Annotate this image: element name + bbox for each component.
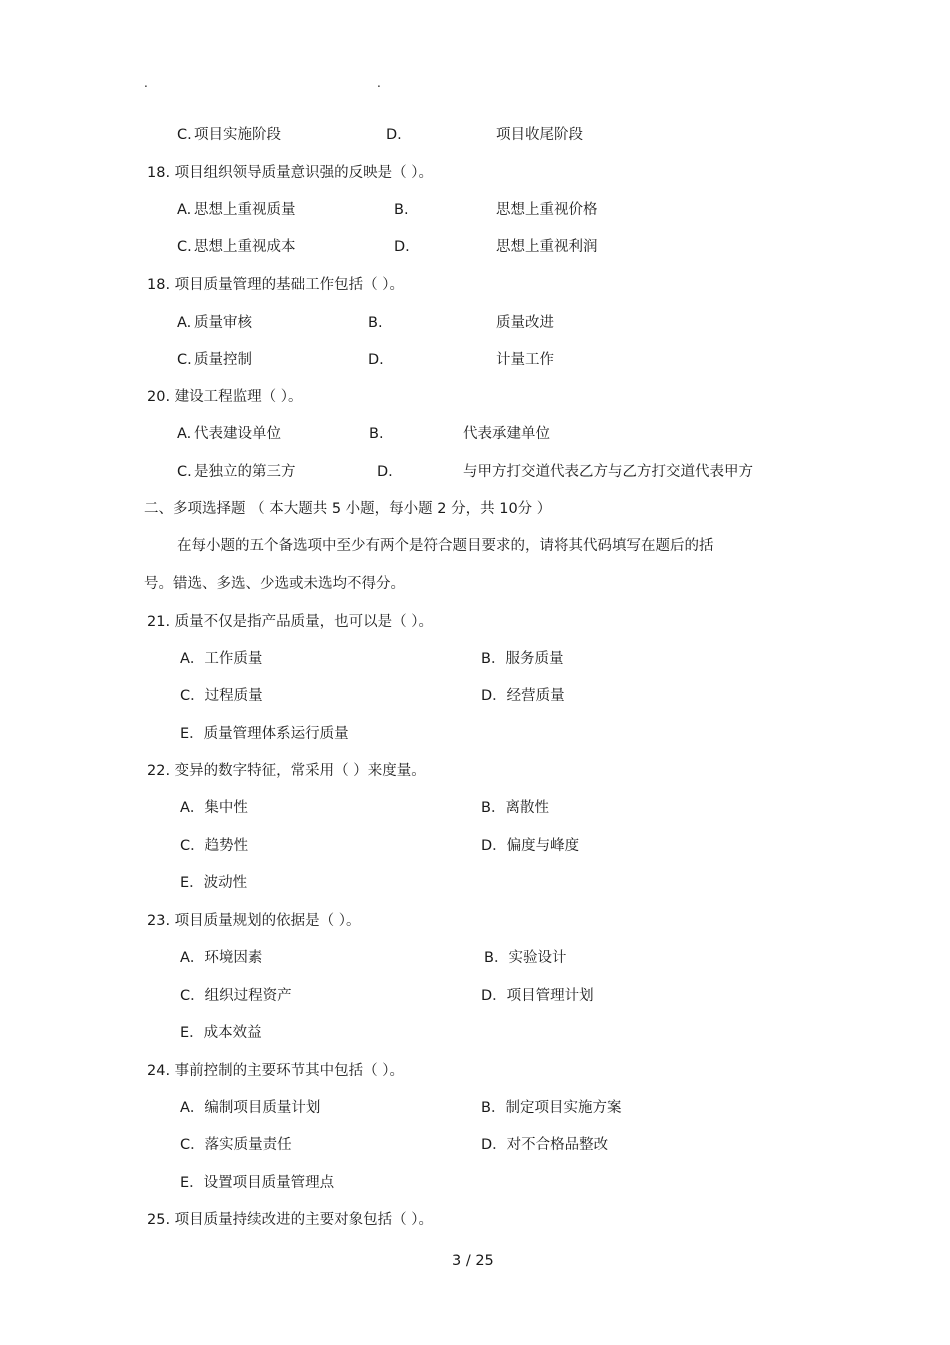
option-c-label: C. bbox=[177, 127, 192, 143]
option-d: D．偏度与峰度 bbox=[481, 838, 580, 854]
option-b-text: 代表承建单位 bbox=[463, 426, 550, 442]
option-d-label: D. bbox=[386, 127, 402, 143]
option-c: C．过程质量 bbox=[180, 688, 263, 704]
option-c-text: 项目实施阶段 bbox=[194, 127, 281, 143]
option-d-label: D. bbox=[394, 239, 410, 255]
section-instruction: 在每小题的五个备选项中至少有两个是符合题目要求的，请将其代码填写在题后的括 bbox=[177, 538, 714, 554]
option-d: D．项目管理计划 bbox=[481, 988, 594, 1004]
option-c: C．趋势性 bbox=[180, 838, 249, 854]
option-d-text: 项目收尾阶段 bbox=[496, 127, 583, 143]
option-b: B．制定项目实施方案 bbox=[481, 1100, 622, 1116]
option-c-label: C. bbox=[177, 239, 192, 255]
option-d-label: D. bbox=[368, 352, 384, 368]
option-a-text: 思想上重视质量 bbox=[194, 202, 296, 218]
option-e: E．质量管理体系运行质量 bbox=[180, 726, 349, 742]
option-b: B．离散性 bbox=[481, 800, 549, 816]
option-a: A．集中性 bbox=[180, 800, 248, 816]
option-a-text: 质量审核 bbox=[194, 315, 252, 331]
option-b: B．实验设计 bbox=[484, 950, 567, 966]
option-e: E．成本效益 bbox=[180, 1025, 262, 1041]
option-a-label: A. bbox=[177, 426, 192, 442]
question-stem: 21. 质量不仅是指产品质量，也可以是（ ）。 bbox=[147, 614, 434, 630]
option-b-label: B. bbox=[368, 315, 383, 331]
option-d: D．对不合格品整改 bbox=[481, 1137, 609, 1153]
question-stem: 25. 项目质量持续改进的主要对象包括（ ）。 bbox=[147, 1212, 434, 1228]
option-b: B．服务质量 bbox=[481, 651, 564, 667]
option-e: E．设置项目质量管理点 bbox=[180, 1175, 335, 1191]
option-c-label: C. bbox=[177, 352, 192, 368]
page-number: 3 / 25 bbox=[452, 1253, 494, 1269]
header-mark-right: . bbox=[377, 76, 381, 90]
option-c: C．落实质量责任 bbox=[180, 1137, 292, 1153]
option-a: A．环境因素 bbox=[180, 950, 263, 966]
option-d-text: 与甲方打交道代表乙方与乙方打交道代表甲方 bbox=[463, 464, 753, 480]
option-b-label: B. bbox=[369, 426, 384, 442]
option-a-label: A. bbox=[177, 202, 192, 218]
option-c-text: 是独立的第三方 bbox=[194, 464, 296, 480]
section-instruction: 号。错选、多选、少选或未选均不得分。 bbox=[144, 576, 405, 592]
option-c-label: C. bbox=[177, 464, 192, 480]
option-c-text: 思想上重视成本 bbox=[194, 239, 296, 255]
option-c: C．组织过程资产 bbox=[180, 988, 292, 1004]
option-a: A．工作质量 bbox=[180, 651, 263, 667]
header-mark-left: . bbox=[144, 76, 148, 90]
option-d-text: 计量工作 bbox=[496, 352, 554, 368]
question-stem: 18. 项目质量管理的基础工作包括（ ）。 bbox=[147, 277, 405, 293]
option-b-text: 思想上重视价格 bbox=[496, 202, 598, 218]
option-b-label: B. bbox=[394, 202, 409, 218]
option-e: E．波动性 bbox=[180, 875, 248, 891]
question-stem: 20. 建设工程监理（ ）。 bbox=[147, 389, 303, 405]
option-d-text: 思想上重视利润 bbox=[496, 239, 598, 255]
option-c-text: 质量控制 bbox=[194, 352, 252, 368]
option-d-label: D. bbox=[377, 464, 393, 480]
question-stem: 22. 变异的数字特征，常采用（ ）来度量。 bbox=[147, 763, 426, 779]
section-title: 二、多项选择题 （ 本大题共 5 小题，每小题 2 分，共 10分 ） bbox=[144, 501, 552, 517]
question-stem: 18. 项目组织领导质量意识强的反映是（ ）。 bbox=[147, 165, 434, 181]
option-a-text: 代表建设单位 bbox=[194, 426, 281, 442]
option-b-text: 质量改进 bbox=[496, 315, 554, 331]
question-stem: 23. 项目质量规划的依据是（ ）。 bbox=[147, 913, 361, 929]
option-a-label: A. bbox=[177, 315, 192, 331]
option-a: A．编制项目质量计划 bbox=[180, 1100, 321, 1116]
option-d: D．经营质量 bbox=[481, 688, 565, 704]
question-stem: 24. 事前控制的主要环节其中包括（ ）。 bbox=[147, 1063, 405, 1079]
